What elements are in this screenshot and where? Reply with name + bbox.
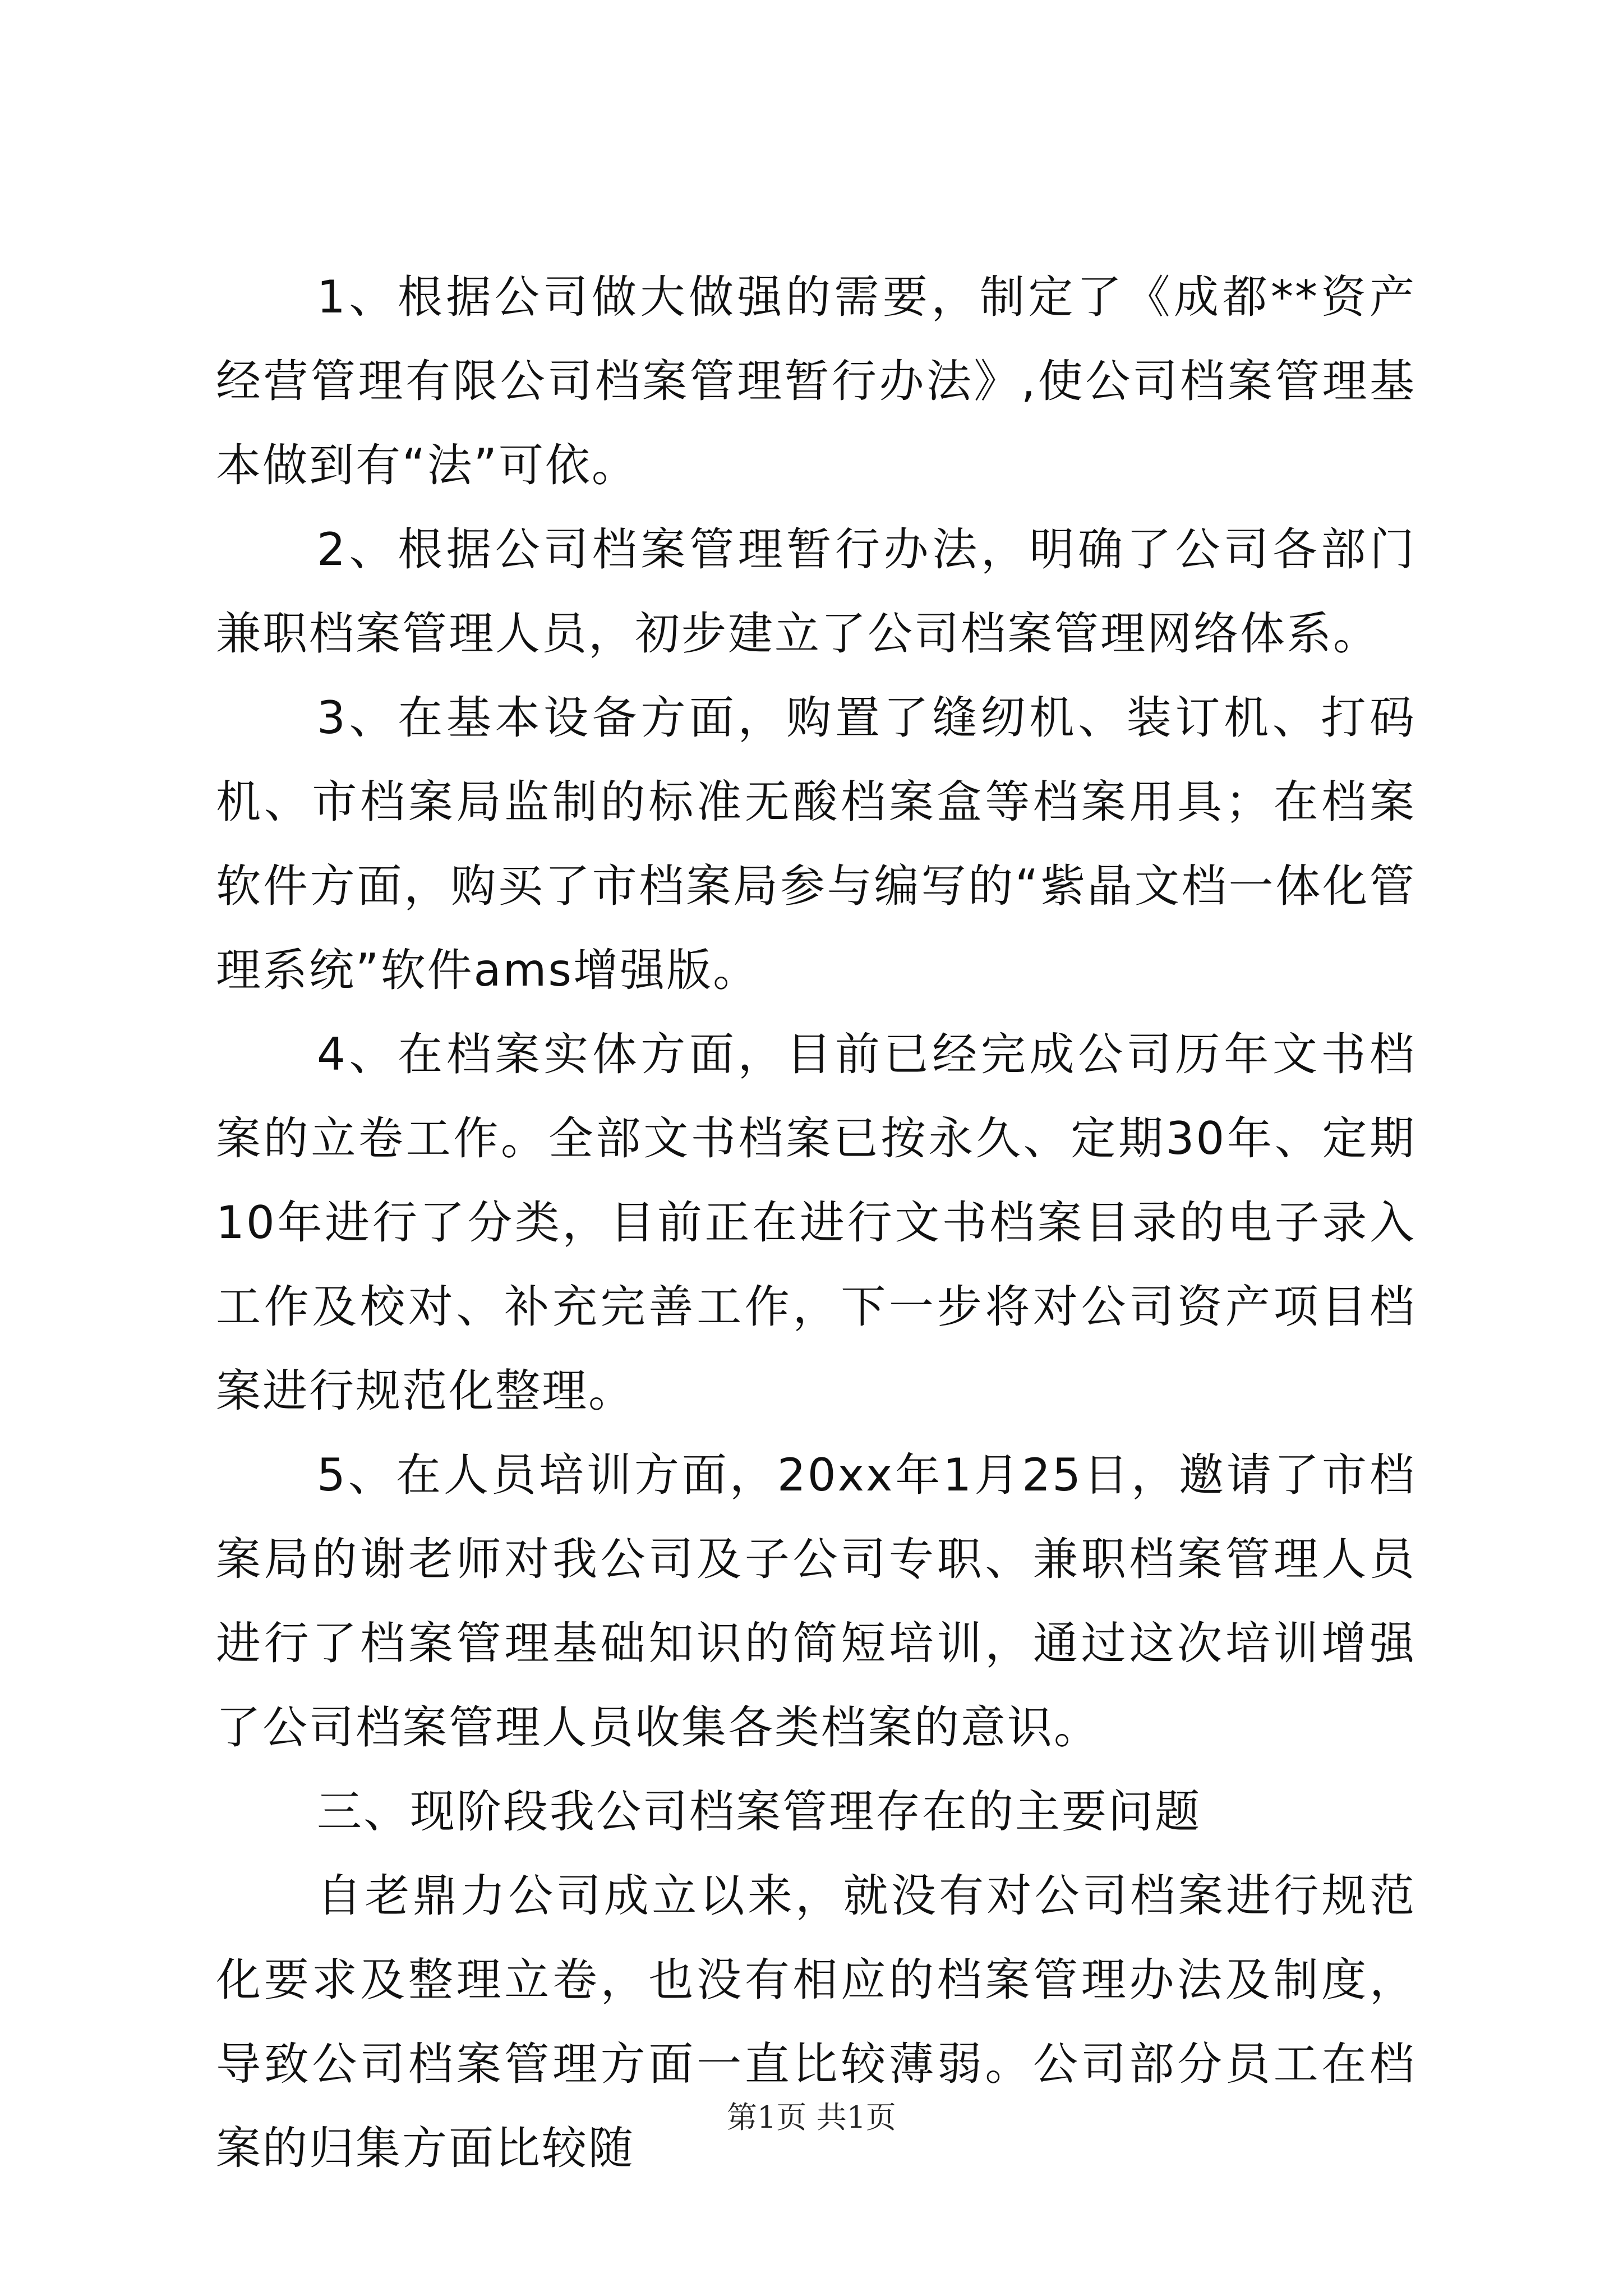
paragraph-4: 4、在档案实体方面，目前已经完成公司历年文书档案的立卷工作。全部文书档案已按永久、定期30年、定期10年进行了分类，目前正在进行文书档案目录的电子录入工作及校对、补充完善工作，下一步将对公司资产项目档案进行规范化整理。 bbox=[216, 1028, 1416, 1417]
paragraph-1: 1、根据公司做大做强的需要，制定了《成都**资产经营管理有限公司档案管理暂行办法》,使公司档案管理基本做到有“法”可依。 bbox=[216, 271, 1416, 491]
paragraph-7: 自老鼎力公司成立以来，就没有对公司档案进行规范化要求及整理立卷，也没有相应的档案管理办法及制度，导致公司档案管理方面一直比较薄弱。公司部分员工在档案的归集方面比较随 bbox=[216, 1870, 1416, 2174]
paragraph-3: 3、在基本设备方面，购置了缝纫机、装订机、打码机、市档案局监制的标准无酸档案盒等档案用具；在档案软件方面，购买了市档案局参与编写的“紫晶文档一体化管理系统”软件ams增强版。 bbox=[216, 692, 1416, 996]
document-body bbox=[216, 255, 1416, 2191]
paragraph-5: 5、在人员培训方面，20xx年1月25日，邀请了市档案局的谢老师对我公司及子公司专职、兼职档案管理人员进行了档案管理基础知识的简短培训，通过这次培训增强了公司档案管理人员收集各类档案的意识。 bbox=[216, 1449, 1416, 1754]
paragraph-2: 2、根据公司档案管理暂行办法，明确了公司各部门兼职档案管理人员，初步建立了公司档案管理网络体系。 bbox=[216, 523, 1416, 660]
section-heading: 三、现阶段我公司档案管理存在的主要问题 bbox=[317, 1786, 1201, 1838]
page-number-footer: 第1页 共1页 bbox=[727, 2100, 896, 2135]
